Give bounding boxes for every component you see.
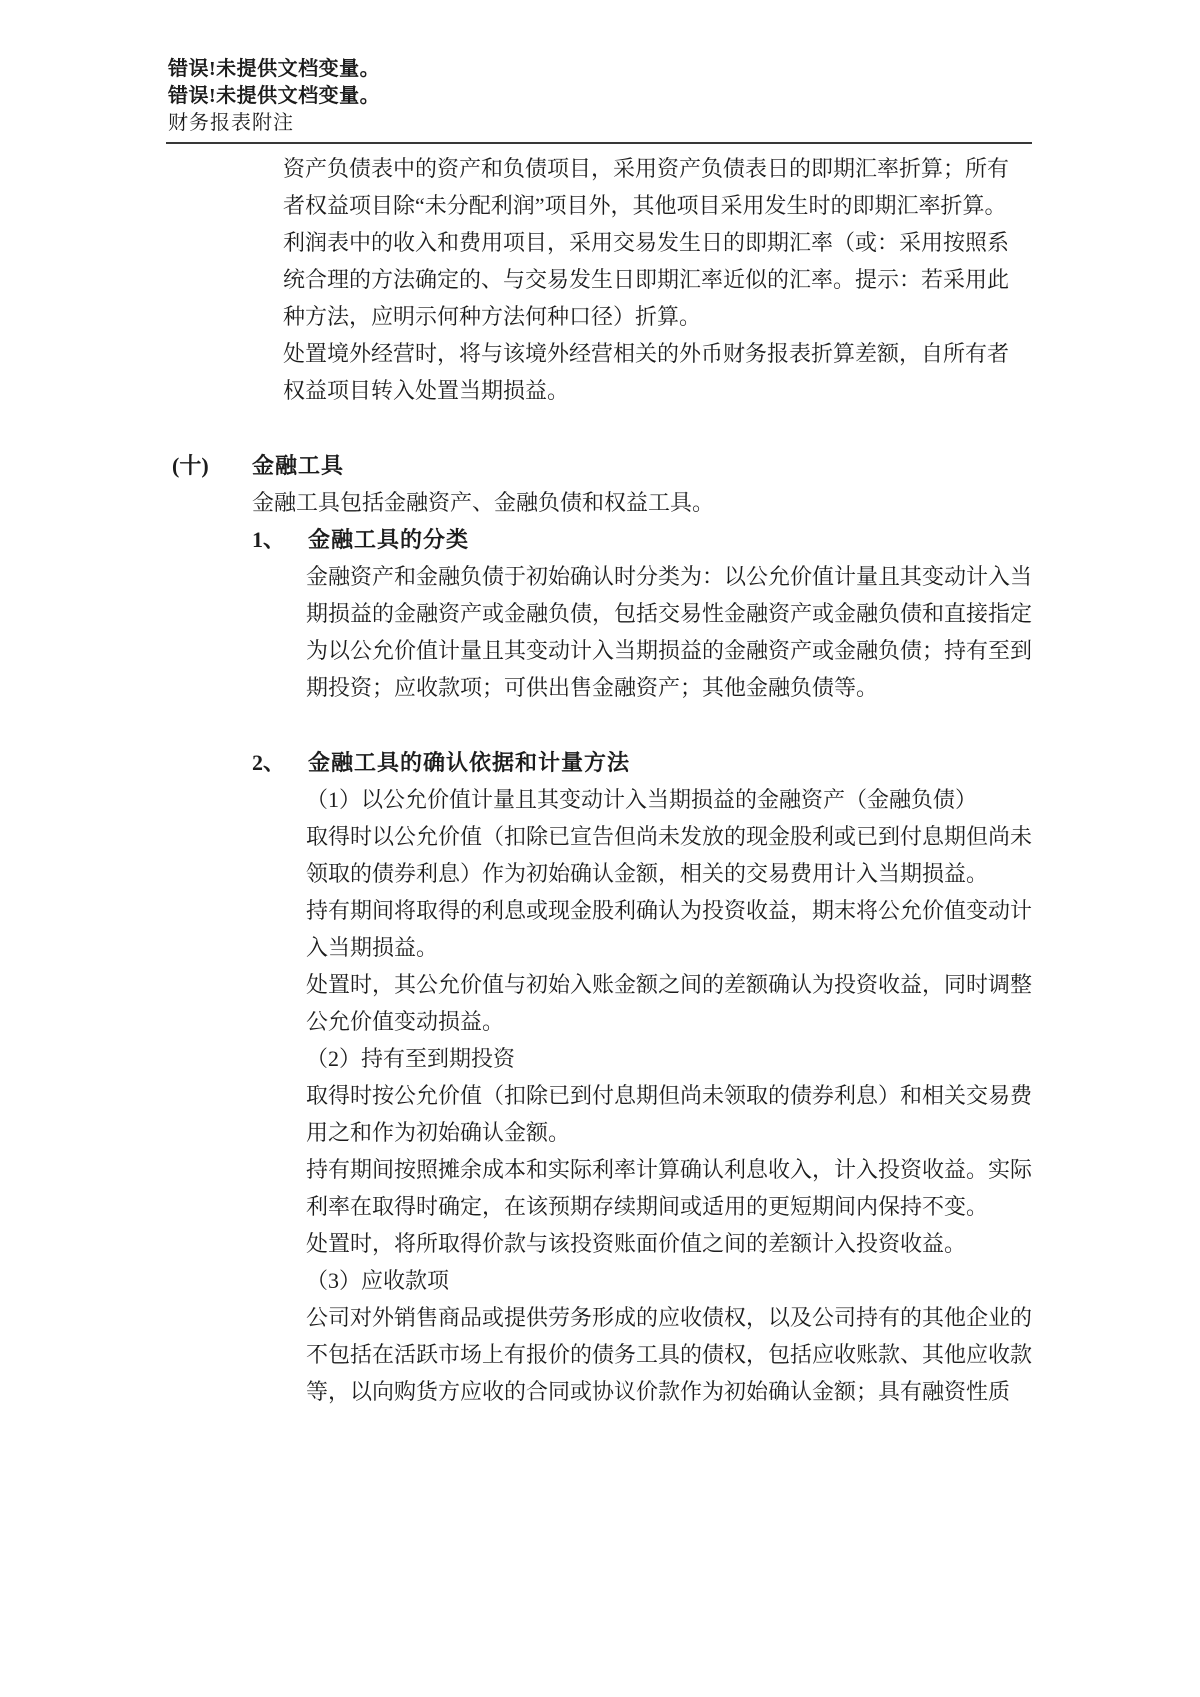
text-line: （2）持有至到期投资 (306, 1046, 516, 1071)
text-line: 利润表中的收入和费用项目，采用交易发生日的即期汇率（或：采用按照系 (283, 230, 1010, 255)
text-line: 取得时按公允价值（扣除已到付息期但尚未领取的债券利息）和相关交易费 (306, 1083, 1033, 1108)
text-line: 统合理的方法确定的、与交易发生日即期汇率近似的汇率。提示：若采用此 (283, 267, 1010, 292)
section-marker: (十) (172, 453, 209, 478)
text-line: （1）以公允价值计量且其变动计入当期损益的金融资产（金融负债） (306, 787, 978, 812)
text-line: 公司对外销售商品或提供劳务形成的应收债权，以及公司持有的其他企业的 (306, 1305, 1033, 1330)
text-line: 资产负债表中的资产和负债项目，采用资产负债表日的即期汇率折算；所有 (283, 156, 1010, 181)
subsection-1-title: 金融工具的分类 (308, 527, 470, 552)
text-line: 用之和作为初始确认金额。 (306, 1120, 571, 1145)
subsection-1-body (0, 558, 1200, 706)
text-line: 金融资产和金融负债于初始确认时分类为：以公允价值计量且其变动计入当 (306, 564, 1033, 589)
section-title: 金融工具 (252, 453, 345, 478)
text-line: 利率在取得时确定，在该预期存续期间或适用的更短期间内保持不变。 (306, 1194, 989, 1219)
header-line-3: 财务报表附注 (168, 112, 294, 134)
text-line: 权益项目转入处置当期损益。 (283, 378, 570, 403)
text-line: 处置时，将所取得价款与该投资账面价值之间的差额计入投资收益。 (306, 1231, 967, 1256)
text-line: 处置境外经营时，将与该境外经营相关的外币财务报表折算差额，自所有者 (283, 341, 1010, 366)
text-line: 期投资；应收款项；可供出售金融资产；其他金融负债等。 (306, 675, 879, 700)
text-line: 领取的债券利息）作为初始确认金额，相关的交易费用计入当期损益。 (306, 861, 989, 886)
text-line: 等，以向购货方应收的合同或协议价款作为初始确认金额；具有融资性质 (306, 1379, 1011, 1404)
subsection-2-body (0, 781, 1200, 1410)
text-line: 处置时，其公允价值与初始入账金额之间的差额确认为投资收益，同时调整 (306, 972, 1033, 997)
paragraph-translation (0, 150, 1200, 409)
text-line: 持有期间将取得的利息或现金股利确认为投资收益，期末将公允价值变动计 (306, 898, 1033, 923)
text-line: 公允价值变动损益。 (306, 1009, 505, 1034)
header-line-2: 错误!未提供文档变量。 (168, 85, 381, 107)
document-body (0, 150, 1200, 1410)
text-line: 者权益项目除“未分配利润”项目外，其他项目采用发生时的即期汇率折算。 (283, 193, 1007, 218)
text-line: 入当期损益。 (306, 935, 439, 960)
subsection-1-heading (252, 521, 1200, 558)
section-intro: 金融工具包括金融资产、金融负债和权益工具。 (252, 490, 715, 515)
subsection-2-number: 2、 (252, 750, 286, 775)
text-line: 期损益的金融资产或金融负债，包括交易性金融资产或金融负债和直接指定 (306, 601, 1033, 626)
subsection-2-title: 金融工具的确认依据和计量方法 (308, 750, 631, 775)
spacer (0, 409, 1200, 447)
subsection-1-number: 1、 (252, 527, 286, 552)
text-line: （3）应收款项 (306, 1268, 450, 1293)
section-heading (172, 447, 1200, 484)
header-divider (166, 142, 1032, 144)
text-line: 为以公允价值计量且其变动计入当期损益的金融资产或金融负债；持有至到 (306, 638, 1033, 663)
text-line: 不包括在活跃市场上有报价的债务工具的债权，包括应收账款、其他应收款 (306, 1342, 1033, 1367)
text-line: 持有期间按照摊余成本和实际利率计算确认利息收入，计入投资收益。实际 (306, 1157, 1033, 1182)
page-header (168, 56, 380, 137)
header-line-1: 错误!未提供文档变量。 (168, 58, 381, 80)
text-line: 取得时以公允价值（扣除已宣告但尚未发放的现金股利或已到付息期但尚未 (306, 824, 1033, 849)
spacer (0, 706, 1200, 744)
subsection-2-heading (252, 744, 1200, 781)
text-line: 种方法，应明示何种方法何种口径）折算。 (283, 304, 702, 329)
